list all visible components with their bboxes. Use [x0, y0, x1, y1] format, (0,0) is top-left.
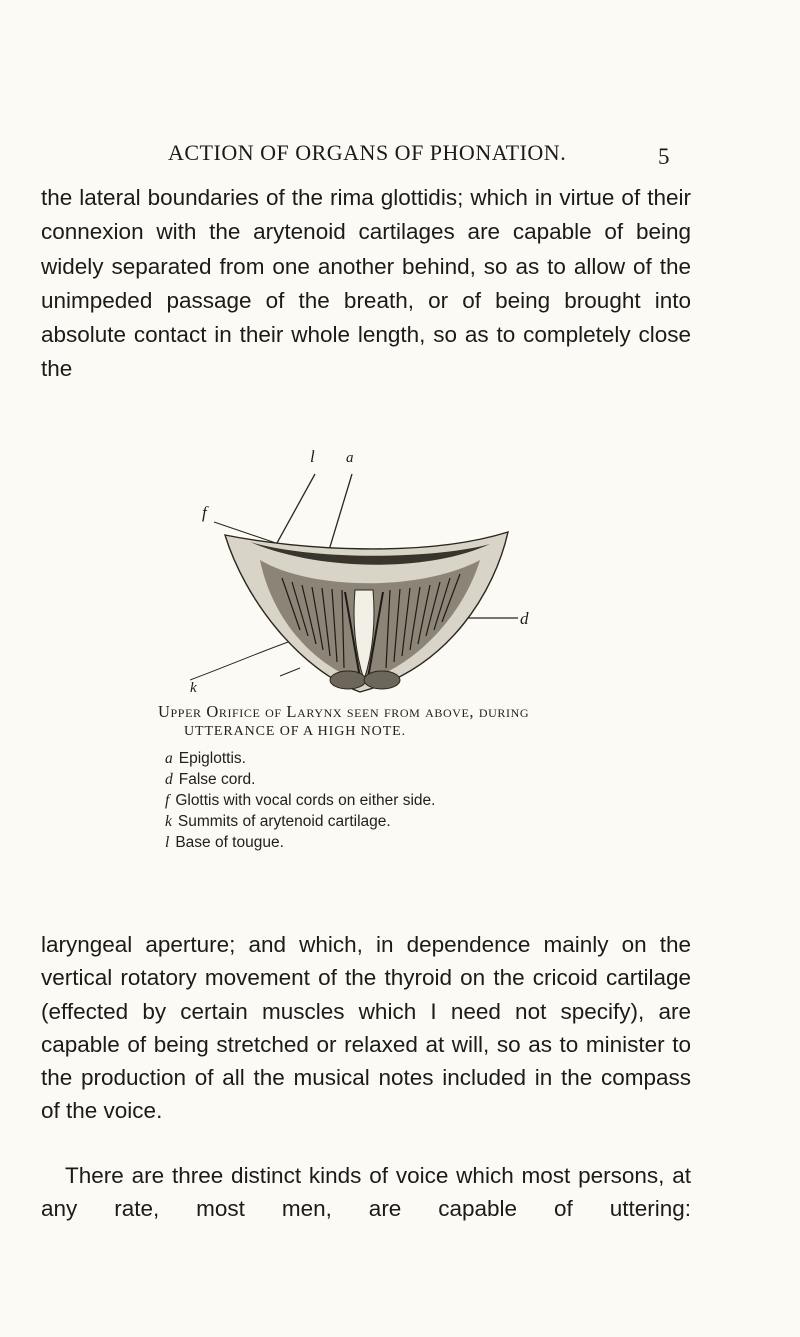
caption-subtitle: UTTERANCE OF A HIGH NOTE.	[184, 724, 406, 739]
legend-item	[165, 811, 678, 832]
figure-label-f: f	[202, 503, 207, 522]
caption-title: Upper Orifice of Larynx seen from above, during	[158, 702, 530, 721]
legend-key: d	[165, 771, 173, 788]
paragraph-1: the lateral boundaries of the rima glottidis; which in virtue of their connexion with the arytenoid cartilages are capable of being widely separated from one another behind, so as to allow of the unimpeded passage of the breath, or of being brought into absolute contact in their whole length, so as to completely close the	[41, 185, 691, 382]
legend-text: Glottis with vocal cords on either side.	[175, 792, 436, 809]
figure-caption	[158, 702, 678, 853]
legend-key: a	[165, 750, 173, 767]
paragraph-3-text: There are three distinct kinds of voice which most persons, at any rate, most men, are capable of uttering:	[41, 1163, 691, 1222]
figure-legend	[158, 748, 678, 853]
paragraph-2: laryngeal aperture; and which, in dependence mainly on the vertical rotatory movement of the thyroid on the cricoid cartilage (effected by certain muscles which I need not specify), are capable of being stretched or relaxed at will, so as to minister to the production of all the musical notes included in the compass of the voice.	[41, 932, 691, 1124]
paragraph-3	[41, 1159, 691, 1226]
running-title: ACTION OF ORGANS OF PHONATION.	[168, 140, 567, 165]
figure-label-k: k	[190, 680, 197, 695]
legend-item	[165, 832, 678, 853]
larynx-illustration	[190, 440, 560, 695]
legend-text: False cord.	[178, 771, 256, 788]
figure-label-l: l	[310, 447, 315, 466]
page-header	[0, 136, 800, 176]
legend-key: k	[165, 813, 172, 830]
figure-label-d: d	[520, 609, 529, 628]
legend-item	[165, 769, 678, 790]
legend-text: Base of tougue.	[175, 834, 284, 851]
legend-item	[165, 748, 678, 769]
legend-key: f	[165, 792, 170, 809]
legend-text: Summits of arytenoid cartilage.	[177, 813, 391, 830]
page-number: 5	[658, 144, 670, 169]
legend-text: Epiglottis.	[178, 750, 246, 767]
legend-key: l	[165, 834, 170, 851]
legend-item	[165, 790, 678, 811]
figure-label-a: a	[346, 450, 354, 466]
